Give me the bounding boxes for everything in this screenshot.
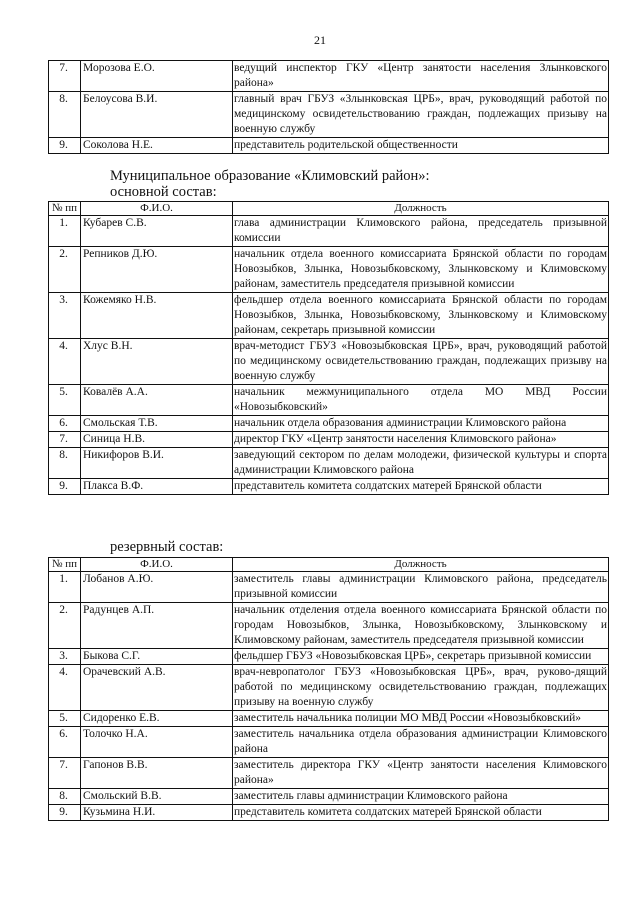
cell-number: 4. xyxy=(49,339,81,385)
table-row xyxy=(49,432,609,448)
cell-number: 6. xyxy=(49,416,81,432)
cell-duty: представитель комитета солдатских матерей Брянской области xyxy=(233,805,609,821)
cell-number: 7. xyxy=(49,432,81,448)
main-composition-label: основной состав: xyxy=(110,184,217,200)
cell-name: Никифоров В.И. xyxy=(81,448,233,479)
cell-number: 3. xyxy=(49,293,81,339)
cell-duty: заместитель директора ГКУ «Центр занятости населения Климовского района» xyxy=(233,758,609,789)
table-row xyxy=(49,805,609,821)
table-row xyxy=(49,339,609,385)
table-row xyxy=(49,61,609,92)
cell-name: Репников Д.Ю. xyxy=(81,247,233,293)
cell-name: Орачевский А.В. xyxy=(81,665,233,711)
table-row xyxy=(49,479,609,495)
cell-duty: фельдшер ГБУЗ «Новозыбковская ЦРБ», секретарь призывной комиссии xyxy=(233,649,609,665)
cell-name: Кузьмина Н.И. xyxy=(81,805,233,821)
cell-number: 7. xyxy=(49,758,81,789)
cell-name: Гапонов В.В. xyxy=(81,758,233,789)
cell-duty: заведующий сектором по делам молодежи, физической культуры и спорта администрации Климовского района xyxy=(233,448,609,479)
continued-table xyxy=(48,60,609,154)
cell-duty: врач-методист ГБУЗ «Новозыбковская ЦРБ», врач, руководящий работой по медицинскому освидетельствованию граждан, подлежащих призыву на военную службу xyxy=(233,339,609,385)
table-row xyxy=(49,385,609,416)
cell-number: 8. xyxy=(49,448,81,479)
cell-name: Плакса В.Ф. xyxy=(81,479,233,495)
continued-table-body xyxy=(49,61,609,154)
cell-name: Хлус В.Н. xyxy=(81,339,233,385)
cell-number: 2. xyxy=(49,247,81,293)
table-row xyxy=(49,603,609,649)
header-num: № пп xyxy=(49,202,81,216)
header-name: Ф.И.О. xyxy=(81,558,233,572)
cell-number: 4. xyxy=(49,665,81,711)
cell-duty: главный врач ГБУЗ «Злынковская ЦРБ», врач, руководящий работой по медицинскому освидетельствованию граждан, подлежащих призыву на военную службу xyxy=(233,92,609,138)
cell-number: 9. xyxy=(49,479,81,495)
cell-number: 1. xyxy=(49,216,81,247)
cell-number: 9. xyxy=(49,805,81,821)
cell-number: 5. xyxy=(49,385,81,416)
cell-name: Кубарев С.В. xyxy=(81,216,233,247)
cell-duty: ведущий инспектор ГКУ «Центр занятости населения Злынковского района» xyxy=(233,61,609,92)
cell-duty: заместитель начальника полиции МО МВД России «Новозыбковский» xyxy=(233,711,609,727)
table-row xyxy=(49,727,609,758)
table-row xyxy=(49,293,609,339)
main-composition-body xyxy=(49,216,609,495)
cell-number: 8. xyxy=(49,92,81,138)
cell-name: Кожемяко Н.В. xyxy=(81,293,233,339)
table-header-row xyxy=(49,202,609,216)
header-name: Ф.И.О. xyxy=(81,202,233,216)
table-row xyxy=(49,138,609,154)
cell-name: Смольский В.В. xyxy=(81,789,233,805)
header-num: № пп xyxy=(49,558,81,572)
cell-name: Белоусова В.И. xyxy=(81,92,233,138)
cell-number: 9. xyxy=(49,138,81,154)
cell-number: 3. xyxy=(49,649,81,665)
cell-name: Сидоренко Е.В. xyxy=(81,711,233,727)
cell-name: Синица Н.В. xyxy=(81,432,233,448)
cell-name: Радунцев А.П. xyxy=(81,603,233,649)
page-number: 21 xyxy=(314,33,326,47)
cell-duty: начальник отдела образования администрации Климовского района xyxy=(233,416,609,432)
cell-duty: начальник отдела военного комиссариата Брянской области по городам Новозыбков, Злынка, Новозыбковскому, Злынковскому и Климовскому районам, заместитель председателя призывной комиссии xyxy=(233,247,609,293)
table-row xyxy=(49,247,609,293)
reserve-composition-label: резервный состав: xyxy=(110,539,224,555)
table-row xyxy=(49,416,609,432)
cell-duty: представитель родительской общественности xyxy=(233,138,609,154)
table-header-row xyxy=(49,558,609,572)
table-row xyxy=(49,572,609,603)
cell-duty: врач-невропатолог ГБУЗ «Новозыбковская ЦРБ», врач, руково-дящий работой по медицинскому освидетельствованию граждан, подлежащих призыву на военную службу xyxy=(233,665,609,711)
table-row xyxy=(49,789,609,805)
cell-number: 1. xyxy=(49,572,81,603)
cell-name: Лобанов А.Ю. xyxy=(81,572,233,603)
cell-duty: заместитель начальника отдела образования администрации Климовского района xyxy=(233,727,609,758)
reserve-composition-table xyxy=(48,557,609,821)
cell-duty: заместитель главы администрации Климовского района, председатель призывной комиссии xyxy=(233,572,609,603)
table-row xyxy=(49,649,609,665)
cell-number: 5. xyxy=(49,711,81,727)
cell-duty: глава администрации Климовского района, председатель призывной комиссии xyxy=(233,216,609,247)
table-row xyxy=(49,92,609,138)
cell-duty: фельдшер отдела военного комиссариата Брянской области по городам Новозыбков, Злынка, Новозыбковскому, Злынковскому и Климовскому районам, секретарь призывной комиссии xyxy=(233,293,609,339)
cell-name: Морозова Е.О. xyxy=(81,61,233,92)
cell-duty: начальник отделения отдела военного комиссариата Брянской области по городам Новозыбков, Злынка, Новозыбковскому, Злынковскому и Климовскому районам, заместитель председателя призывной комиссии xyxy=(233,603,609,649)
reserve-composition-body xyxy=(49,572,609,821)
table-row xyxy=(49,758,609,789)
cell-number: 6. xyxy=(49,727,81,758)
header-duty: Должность xyxy=(233,202,609,216)
main-composition-table xyxy=(48,201,609,495)
cell-number: 2. xyxy=(49,603,81,649)
cell-duty: директор ГКУ «Центр занятости населения Климовского района» xyxy=(233,432,609,448)
cell-number: 7. xyxy=(49,61,81,92)
cell-name: Быкова С.Г. xyxy=(81,649,233,665)
section-title: Муниципальное образование «Климовский район»: xyxy=(110,168,430,184)
table-row xyxy=(49,216,609,247)
cell-duty: представитель комитета солдатских матерей Брянской области xyxy=(233,479,609,495)
cell-name: Смольская Т.В. xyxy=(81,416,233,432)
table-row xyxy=(49,665,609,711)
cell-name: Толочко Н.А. xyxy=(81,727,233,758)
cell-name: Соколова Н.Е. xyxy=(81,138,233,154)
cell-name: Ковалёв А.А. xyxy=(81,385,233,416)
table-row xyxy=(49,711,609,727)
cell-duty: начальник межмуниципального отдела МО МВД России «Новозыбковский» xyxy=(233,385,609,416)
table-row xyxy=(49,448,609,479)
cell-number: 8. xyxy=(49,789,81,805)
cell-duty: заместитель главы администрации Климовского района xyxy=(233,789,609,805)
header-duty: Должность xyxy=(233,558,609,572)
